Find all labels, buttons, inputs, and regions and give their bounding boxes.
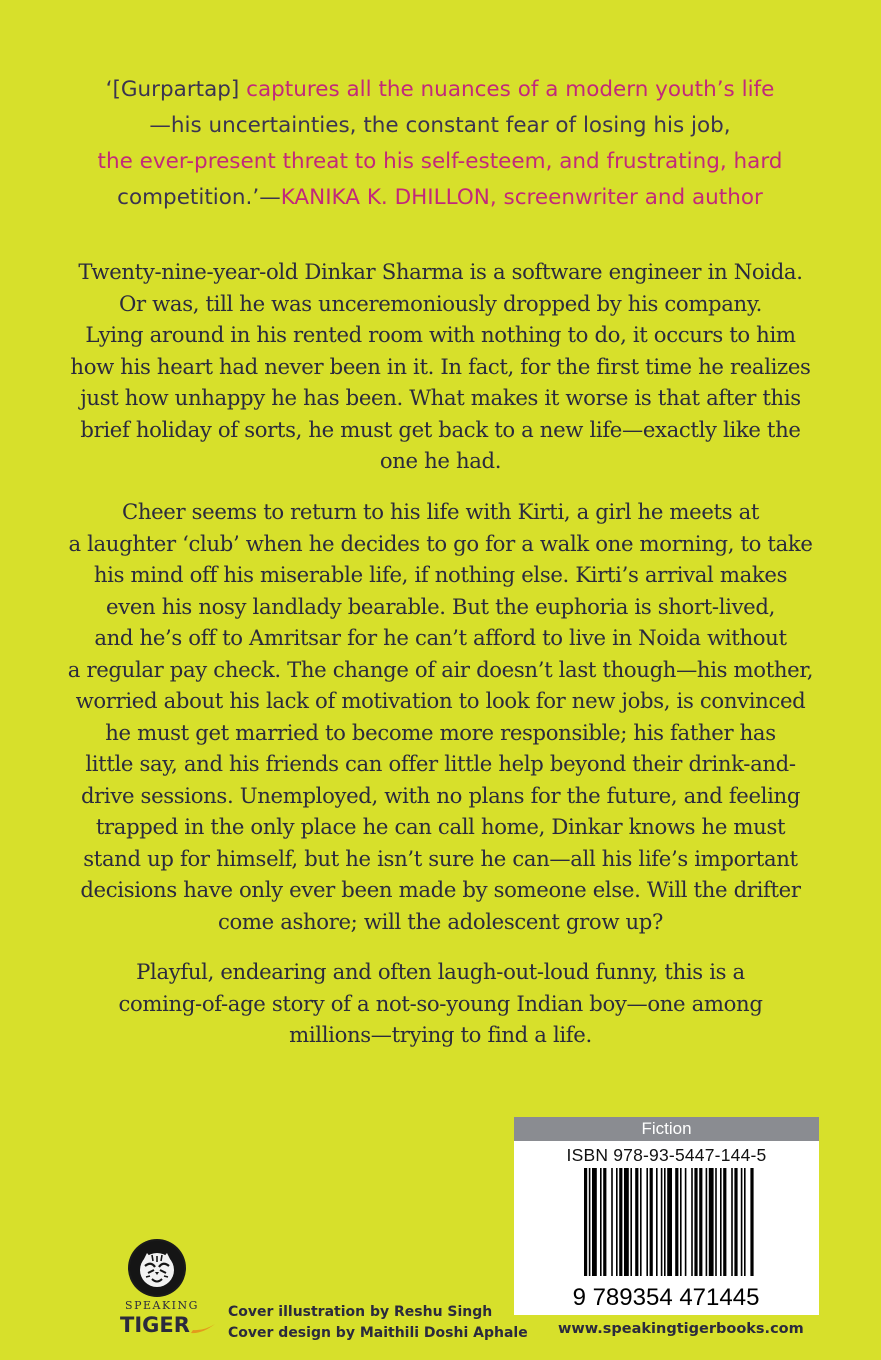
blurb-line: a regular pay check. The change of air doesn’t last though—his mother, xyxy=(67,656,814,682)
blurb-line: he must get married to become more responsible; his father has xyxy=(105,719,776,745)
barcode-bar xyxy=(694,1168,697,1276)
blurb-paragraph-2 xyxy=(60,496,821,937)
blurb-line: and he’s off to Amritsar for he can’t afford to live in Noida without xyxy=(94,625,787,650)
barcode-bar xyxy=(635,1168,638,1276)
design-credit: Cover design by Maithili Doshi Aphale xyxy=(228,1325,528,1341)
blurb-line: even his nosy landlady bearable. But the euphoria is short-lived, xyxy=(106,593,775,619)
barcode-bar xyxy=(624,1168,629,1276)
barcode-bar xyxy=(650,1168,653,1276)
barcode-bar xyxy=(734,1168,737,1276)
barcode-bar xyxy=(709,1168,714,1276)
barcode-bar xyxy=(603,1168,606,1276)
blurb-line: just how unhappy he has been. What makes it worse is that after this xyxy=(80,385,801,410)
barcode-box xyxy=(514,1117,819,1315)
blurb-line: stand up for himself, but he isn’t sure he can—all his life’s important xyxy=(83,845,798,871)
blurb-line: brief holiday of sorts, he must get back to a new life—exactly like the xyxy=(80,416,801,442)
blurb-line: how his heart had never been in it. In fact, for the first time he realizes xyxy=(70,353,811,379)
cover-credits xyxy=(228,1302,528,1344)
barcode-bar xyxy=(640,1168,642,1276)
blurb-line: one he had. xyxy=(379,448,502,473)
barcode-bar xyxy=(661,1168,663,1276)
quote-line-4: competition.’—KANIKA K. DHILLON, screenwriter and author xyxy=(117,185,763,210)
barcode-bar xyxy=(680,1168,682,1276)
barcode-bar xyxy=(741,1168,743,1276)
barcode-bar xyxy=(656,1168,658,1276)
quote-line-1: ‘[Gurpartap] captures all the nuances of a modern youth’s life xyxy=(105,77,775,102)
barcode-image xyxy=(514,1168,819,1315)
barcode-bar xyxy=(646,1168,648,1276)
barcode-bar xyxy=(619,1168,622,1276)
quote-subject: ‘[Gurpartap] xyxy=(105,77,247,102)
barcode-bar xyxy=(600,1168,602,1276)
blurb-line: millions—trying to find a life. xyxy=(289,1022,592,1047)
barcode-bar xyxy=(630,1168,632,1276)
barcode-bar xyxy=(699,1168,702,1276)
quote-line-3: the ever-present threat to his self-esteem, and frustrating, hard xyxy=(97,149,783,174)
blurb-line: decisions have only ever been made by someone else. Will the drifter xyxy=(80,877,801,902)
barcode-bar xyxy=(675,1168,678,1276)
blurb-line: his mind off his miserable life, if nothing else. Kirti’s arrival makes xyxy=(93,562,788,587)
blurb-line: coming-of-age story of a not-so-young Indian boy—one among xyxy=(118,990,763,1016)
barcode-bar xyxy=(723,1168,726,1276)
barcode-bar xyxy=(706,1168,708,1276)
barcode-bar xyxy=(691,1168,693,1276)
endorsement-quote xyxy=(60,72,820,216)
blurb-line: little say, and his friends can offer little help beyond their drink-and- xyxy=(85,751,796,776)
barcode-bar xyxy=(731,1168,733,1276)
barcode-bar xyxy=(667,1168,672,1276)
genre-label: Fiction xyxy=(514,1117,819,1141)
blurb-paragraph-3 xyxy=(60,956,821,1051)
barcode-digits: 9 789354 471445 xyxy=(572,1284,760,1311)
blurb-line: Or was, till he was unceremoniously dropped by his company. xyxy=(118,290,763,316)
isbn-text: ISBN 978-93-5447-144-5 xyxy=(566,1145,767,1165)
blurb-line: trapped in the only place he can call home, Dinkar knows he must xyxy=(95,814,786,839)
publisher-name-bottom: TIGER xyxy=(120,1313,190,1337)
blurb-line: a laughter ‘club’ when he decides to go for a walk one morning, to take xyxy=(68,530,813,556)
barcode-bar xyxy=(584,1168,587,1276)
blurb-line: Lying around in his rented room with nothing to do, it occurs to him xyxy=(85,322,796,347)
tiger-head-icon xyxy=(128,1239,186,1297)
barcode-bar xyxy=(750,1168,753,1276)
barcode-bar xyxy=(589,1168,591,1276)
publisher-name-top: SPEAKING xyxy=(125,1299,199,1312)
blurb-line: drive sessions. Unemployed, with no plans for the future, and feeling xyxy=(80,782,801,808)
barcode-bar xyxy=(611,1168,613,1276)
logo-swoosh xyxy=(190,1322,216,1336)
blurb-line: Playful, endearing and often laugh-out-loud funny, this is a xyxy=(136,959,745,984)
barcode-bar xyxy=(592,1168,597,1276)
illustration-credit: Cover illustration by Reshu Singh xyxy=(228,1304,493,1320)
blurb-line: come ashore; will the adolescent grow up? xyxy=(217,908,664,934)
quote-attribution: KANIKA K. DHILLON, screenwriter and author xyxy=(280,185,763,210)
barcode-bar xyxy=(720,1168,722,1276)
blurb-line: worried about his lack of motivation to look for new jobs, is convinced xyxy=(75,688,806,713)
barcode-bar xyxy=(715,1168,717,1276)
quote-line-2: —his uncertainties, the constant fear of losing his job, xyxy=(149,113,731,138)
barcode-bar xyxy=(685,1168,687,1276)
barcode-bar xyxy=(744,1168,746,1276)
barcode-bar xyxy=(664,1168,666,1276)
blurb-paragraph-1 xyxy=(60,256,821,477)
blurb-line: Twenty-nine-year-old Dinkar Sharma is a software engineer in Noida. xyxy=(78,259,803,284)
barcode-bar xyxy=(616,1168,618,1276)
blurb-line: Cheer seems to return to his life with Kirti, a girl he meets at xyxy=(121,499,760,524)
publisher-website: www.speakingtigerbooks.com xyxy=(558,1321,804,1337)
